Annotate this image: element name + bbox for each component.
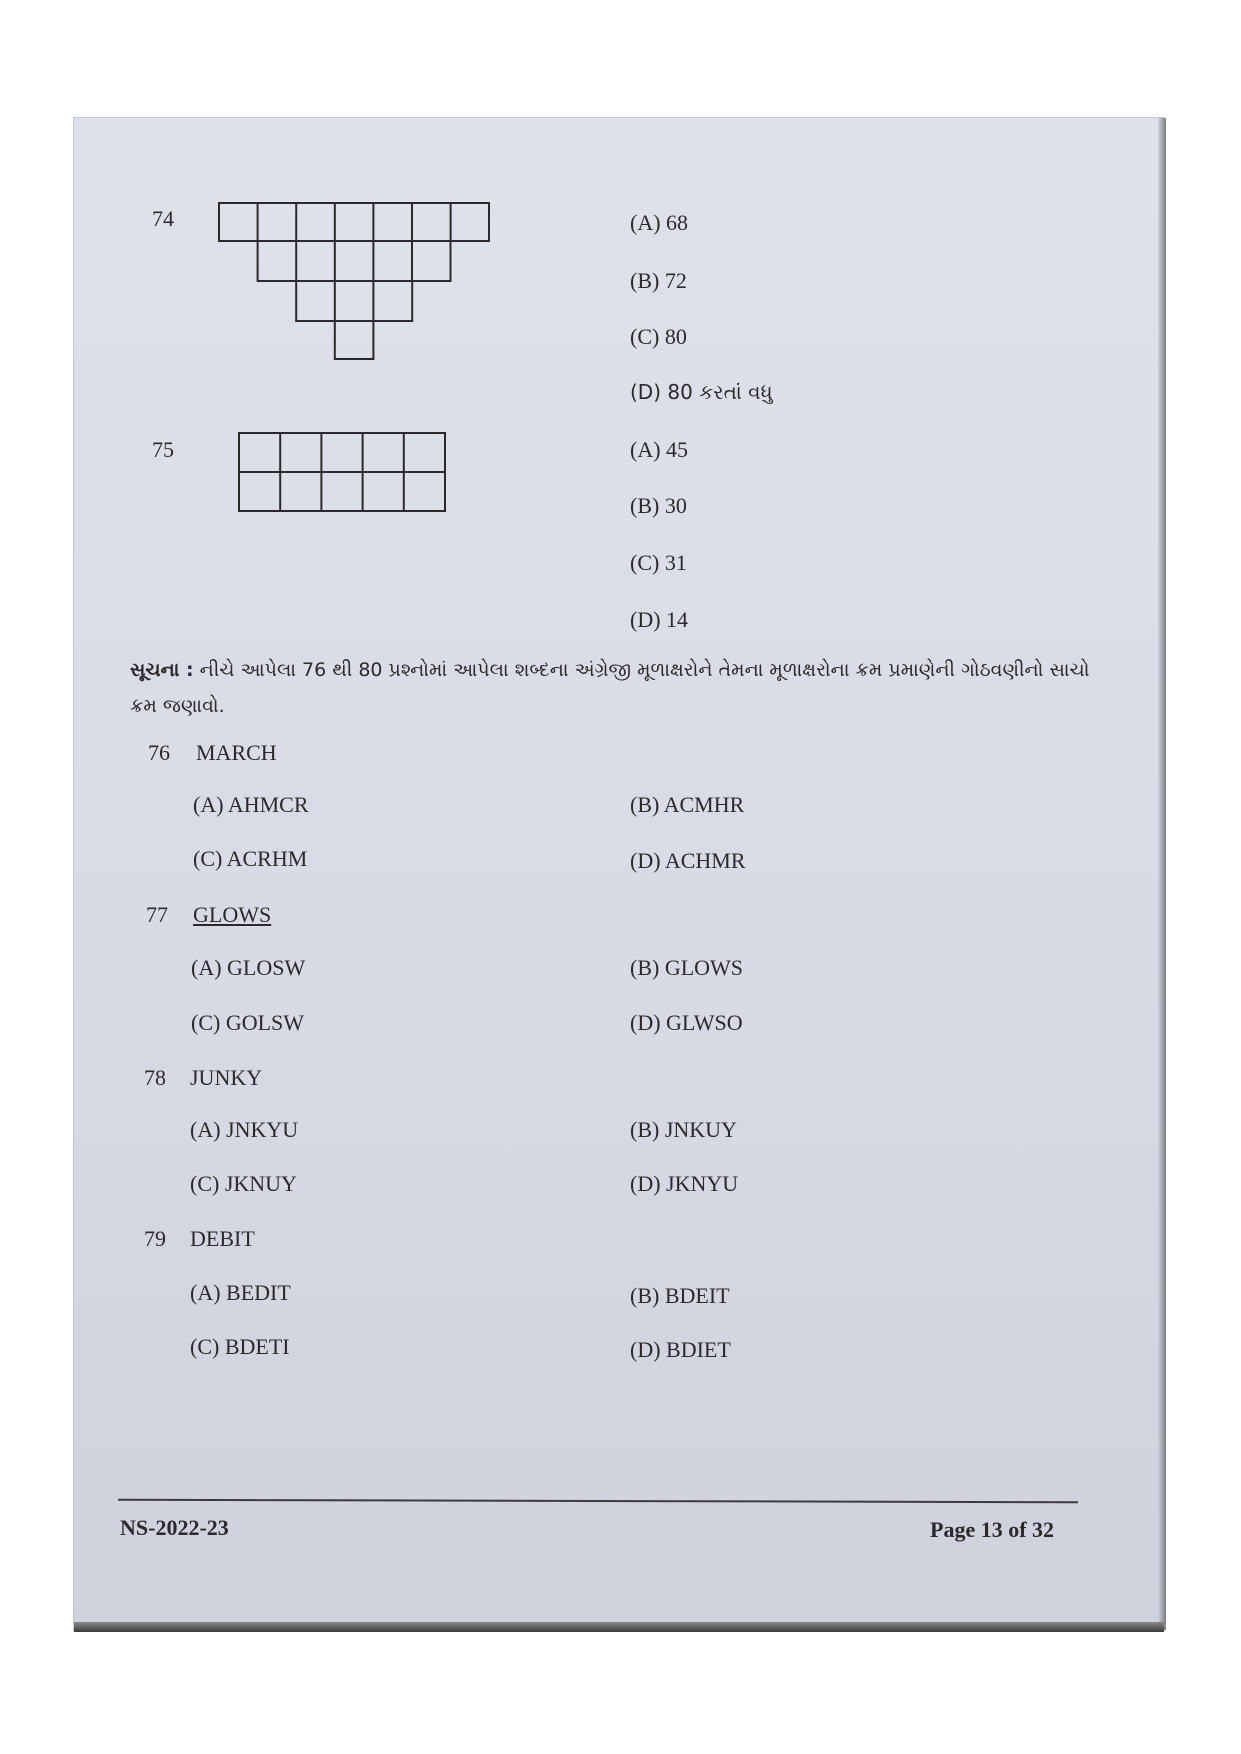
question-word: DEBIT xyxy=(190,1226,255,1251)
option-a[interactable]: (A) AHMCR xyxy=(193,792,309,817)
option-d[interactable]: (D) 14 xyxy=(630,607,689,632)
question-word: JUNKY xyxy=(190,1065,263,1090)
option-a[interactable]: (A) GLOSW xyxy=(191,955,306,980)
option-b[interactable]: (B) ACMHR xyxy=(630,792,745,817)
option-a[interactable]: (A) JNKYU xyxy=(190,1117,299,1142)
instruction-note xyxy=(130,652,1090,724)
paper-edge xyxy=(1158,118,1166,1630)
question-number: 76 xyxy=(148,740,170,765)
option-b[interactable]: (B) 30 xyxy=(630,493,687,518)
page-number: Page 13 of 32 xyxy=(930,1517,1055,1542)
option-c[interactable]: (C) ACRHM xyxy=(193,846,308,871)
option-c[interactable]: (C) 31 xyxy=(630,550,687,575)
option-c[interactable]: (C) 80 xyxy=(630,324,687,349)
option-b[interactable]: (B) JNKUY xyxy=(630,1117,737,1142)
option-c[interactable]: (C) BDETI xyxy=(190,1334,290,1359)
question-number: 77 xyxy=(146,902,168,927)
question-number: 79 xyxy=(144,1226,166,1251)
option-a[interactable]: (A) BEDIT xyxy=(190,1280,291,1305)
question-number: 78 xyxy=(144,1065,166,1090)
option-d[interactable]: (D) BDIET xyxy=(630,1337,731,1362)
option-b[interactable]: (B) GLOWS xyxy=(630,955,744,980)
option-d[interactable]: (D) GLWSO xyxy=(630,1010,743,1035)
option-d[interactable]: (D) 80 કરતાં વધુ xyxy=(630,380,773,404)
option-a[interactable]: (A) 68 xyxy=(630,210,689,235)
option-a[interactable]: (A) 45 xyxy=(630,437,689,462)
paper-edge-bottom xyxy=(74,1622,1164,1632)
instruction-label: સૂચના : xyxy=(130,659,194,681)
rectangle-grid-figure xyxy=(238,432,446,512)
option-c[interactable]: (C) JKNUY xyxy=(190,1171,297,1196)
option-c[interactable]: (C) GOLSW xyxy=(191,1010,305,1035)
triangle-grid-figure xyxy=(218,202,490,360)
option-b[interactable]: (B) BDEIT xyxy=(630,1283,730,1308)
question-number: 74 xyxy=(152,206,174,231)
option-b[interactable]: (B) 72 xyxy=(630,268,687,293)
option-d[interactable]: (D) ACHMR xyxy=(630,848,746,873)
question-number: 75 xyxy=(152,437,174,462)
question-word: MARCH xyxy=(196,740,277,765)
instruction-text: નીચે આપેલા 76 થી 80 પ્રશ્નોમાં આપેલા શબ્દના અંગ્રેજી મૂળાક્ષરોને તેમના મૂળાક્ષરોના ક્રમ પ્રમાણેની ગોઠવણીનો સાચો ક્રમ જણાવો. xyxy=(130,659,1090,717)
paper-code: NS-2022-23 xyxy=(120,1515,229,1540)
question-word: GLOWS xyxy=(193,902,272,927)
option-d[interactable]: (D) JKNYU xyxy=(630,1171,739,1196)
